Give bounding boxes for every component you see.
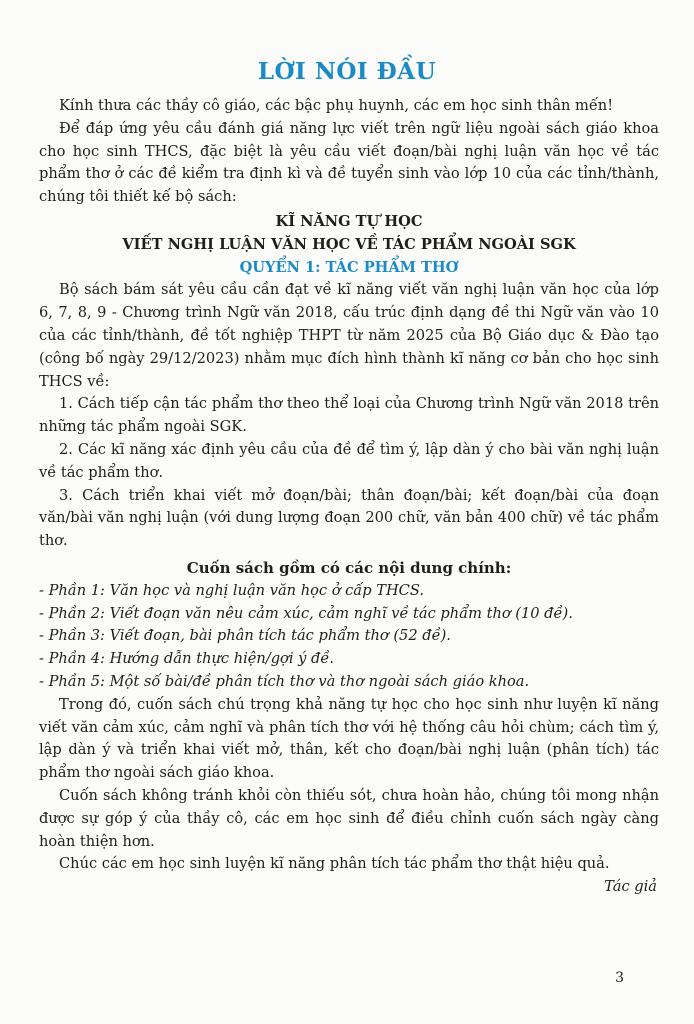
part-item: - Phần 1: Văn học và nghị luận văn học ở cấp THCS.	[39, 581, 424, 599]
page-title: LỜI NÓI ĐẦU	[257, 58, 437, 85]
page-body	[39, 95, 659, 899]
book-subtitle: QUYỂN 1: TÁC PHẨM THƠ	[239, 258, 459, 276]
parts-list	[39, 580, 659, 694]
part-item: - Phần 2: Viết đoạn văn nêu cảm xúc, cảm nghĩ về tác phẩm thơ (10 đề).	[39, 604, 573, 622]
part-item: - Phần 3: Viết đoạn, bài phân tích tác phẩm thơ (52 đề).	[39, 627, 451, 645]
point-item: 2. Các kĩ năng xác định yêu cầu của đề để tìm ý, lập dàn ý cho bài văn nghị luận về tác phẩm thơ.	[39, 440, 659, 481]
part-item: - Phần 4: Hướng dẫn thực hiện/gợi ý đề.	[39, 650, 334, 668]
author-signature: Tác giả	[604, 878, 657, 896]
point-item: 1. Cách tiếp cận tác phẩm thơ theo thể loại của Chương trình Ngữ văn 2018 trên những tác phẩm ngoài SGK.	[39, 395, 659, 436]
point-item: 3. Cách triển khai viết mở đoạn/bài; thân đoạn/bài; kết đoạn/bài của đoạn văn/bài văn nghị luận (với dung lượng đoạn 200 chữ, văn bản 400 chữ) về tác phẩm thơ.	[39, 486, 659, 550]
page-number: 3	[615, 970, 624, 986]
part-item: - Phần 5: Một số bài/đề phân tích thơ và thơ ngoài sách giáo khoa.	[39, 672, 530, 690]
greeting-paragraph: Kính thưa các thầy cô giáo, các bậc phụ huynh, các em học sinh thân mến!	[59, 97, 614, 114]
purpose-paragraph: Bộ sách bám sát yêu cầu cần đạt về kĩ năng viết văn nghị luận văn học của lớp 6, 7, 8, 9 - Chương trình Ngữ văn 2018, cấu trúc định dạng đề thi Ngữ văn vào 10 của các tỉnh/thành, đề tốt nghiệp THPT từ năm 2025 của Bộ Giáo dục & Đào tạo (công bố ngày 29/12/2023) nhằm mục đích hình thành kĩ năng cơ bản cho học sinh THCS về:	[39, 281, 659, 390]
book-title-line-1: KĨ NĂNG TỰ HỌC	[275, 212, 423, 230]
intro-paragraph: Để đáp ứng yêu cầu đánh giá năng lực viết trên ngữ liệu ngoài sách giáo khoa cho học sinh THCS, đặc biệt là yêu cầu viết đoạn/bài nghị luận văn học về tác phẩm thơ ở các đề kiểm tra định kì và đề tuyển sinh vào lớp 10 của các tỉnh/thành, chúng tôi thiết kế bộ sách:	[39, 119, 659, 206]
emphasis-paragraph: Trong đó, cuốn sách chú trọng khả năng tự học cho học sinh như luyện kĩ năng viết văn cảm xúc, cảm nghĩ và phân tích thơ với hệ thống câu hỏi chùm; cách tìm ý, lập dàn ý và triển khai viết mở, thân, kết cho đoạn/bài nghị luận (phân tích) tác phẩm thơ ngoài sách giáo khoa.	[39, 695, 659, 782]
wish-paragraph: Chúc các em học sinh luyện kĩ năng phân tích tác phẩm thơ thật hiệu quả.	[59, 855, 610, 873]
contents-heading: Cuốn sách gồm có các nội dung chính:	[186, 558, 512, 577]
book-title-line-2: VIẾT NGHỊ LUẬN VĂN HỌC VỀ TÁC PHẨM NGOÀI SGK	[122, 235, 576, 253]
apology-paragraph: Cuốn sách không tránh khỏi còn thiếu sót, chưa hoàn hảo, chúng tôi mong nhận được sự góp ý của thầy cô, các em học sinh để điều chỉnh cuốn sách ngày càng hoàn thiện hơn.	[39, 786, 659, 850]
